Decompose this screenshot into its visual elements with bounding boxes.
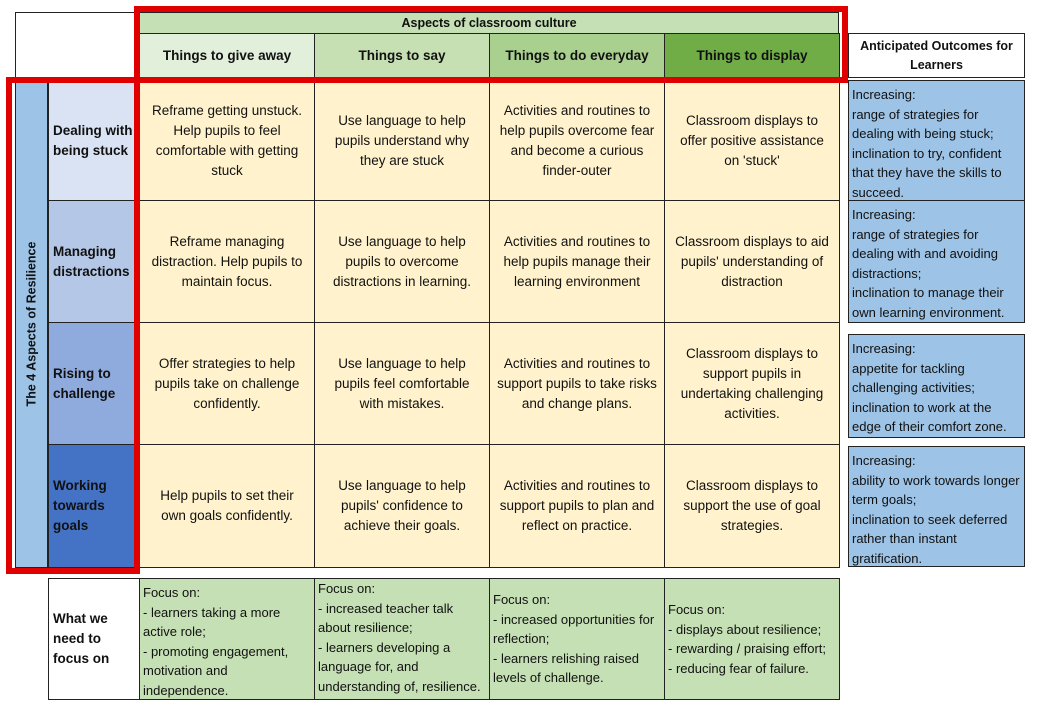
side-label-text: The 4 Aspects of Resilience <box>24 241 39 407</box>
outcome-row1-line3: inclination to try, confident that they have the skills to succeed. <box>852 145 1002 200</box>
row-label-working-towards-goals: Working towards goals <box>48 444 140 568</box>
header-aspects-of-classroom-culture: Aspects of classroom culture <box>139 12 839 34</box>
cell-row2-do: Activities and routines to help pupils manage their learning environment <box>489 200 665 323</box>
outcome-row1-line2: range of strategies for dealing with being stuck; <box>852 106 994 141</box>
focus-col2-line3: - learners developing a language for, and understanding of, resilience. <box>318 639 481 694</box>
focus-col1-line1: Focus on: <box>143 585 201 600</box>
side-label-aspects-of-resilience <box>15 80 48 568</box>
outcome-row3 <box>848 334 1025 438</box>
focus-col2-line2: - increased teacher talk about resilience; <box>318 600 454 635</box>
row-label-managing-distractions: Managing distractions <box>48 200 140 323</box>
header-things-to-say: Things to say <box>314 33 490 78</box>
focus-col3-line1: Focus on: <box>493 592 551 608</box>
outcome-row3-line2: appetite for tackling challenging activities; <box>852 360 975 395</box>
cell-row1-give-away: Reframe getting unstuck. Help pupils to feel comfortable with getting stuck <box>139 80 315 201</box>
outcome-row1-line1: Increasing: <box>852 87 916 102</box>
cell-row1-display: Classroom displays to offer positive assistance on 'stuck' <box>664 80 840 201</box>
focus-col3-line3: - learners relishing raised levels of challenge. <box>493 650 639 686</box>
cell-row3-do: Activities and routines to support pupils to take risks and change plans. <box>489 322 665 445</box>
cell-row2-say: Use language to help pupils to overcome distractions in learning. <box>314 200 490 323</box>
outcome-row4-line1: Increasing: <box>852 453 916 468</box>
row-label-rising-to-challenge: Rising to challenge <box>48 322 140 445</box>
outcome-row2-line3: inclination to manage their own learning environment. <box>852 285 1005 320</box>
focus-col1-line3: - promoting engagement, motivation and independence. <box>143 643 289 698</box>
focus-col1-line2: - learners taking a more active role; <box>143 604 281 639</box>
cell-row4-display: Classroom displays to support the use of goal strategies. <box>664 444 840 568</box>
row-label-what-we-need-to-focus-on: What we need to focus on <box>48 578 140 700</box>
outcome-row4 <box>848 446 1025 567</box>
focus-col2-line1: Focus on: <box>318 581 376 596</box>
focus-say <box>314 578 490 700</box>
cell-row3-give-away: Offer strategies to help pupils take on challenge confidently. <box>139 322 315 445</box>
outcome-row4-line2: ability to work towards longer term goals; <box>852 472 1020 507</box>
cell-row4-do: Activities and routines to support pupils to plan and reflect on practice. <box>489 444 665 568</box>
cell-row4-give-away: Help pupils to set their own goals confidently. <box>139 444 315 568</box>
blank-corner <box>15 12 139 78</box>
cell-row3-display: Classroom displays to support pupils in undertaking challenging activities. <box>664 322 840 445</box>
outcome-row2-line2: range of strategies for dealing with and avoiding distractions; <box>852 226 998 281</box>
focus-give-away <box>139 578 315 700</box>
outcome-row3-line3: inclination to work at the edge of their comfort zone. <box>852 399 1007 434</box>
focus-col4-line2: - displays about resilience; <box>668 621 822 637</box>
focus-col4-line3: - rewarding / praising effort; <box>668 641 826 656</box>
row-label-dealing-with-being-stuck: Dealing with being stuck <box>48 80 140 201</box>
cell-row1-do: Activities and routines to help pupils overcome fear and become a curious finder-outer <box>489 80 665 201</box>
cell-row2-display: Classroom displays to aid pupils' understanding of distraction <box>664 200 840 323</box>
focus-do <box>489 578 665 700</box>
cell-row4-say: Use language to help pupils' confidence to achieve their goals. <box>314 444 490 568</box>
outcome-row3-line1: Increasing: <box>852 341 916 356</box>
header-things-to-give-away: Things to give away <box>139 33 315 78</box>
outcome-row1 <box>848 80 1025 201</box>
header-anticipated-outcomes: Anticipated Outcomes for Learners <box>848 33 1025 78</box>
outcome-row2-line1: Increasing: <box>852 207 916 222</box>
outcome-row4-line3: inclination to seek deferred rather than instant gratification. <box>852 511 1008 566</box>
cell-row2-give-away: Reframe managing distraction. Help pupils to maintain focus. <box>139 200 315 323</box>
header-things-to-display: Things to display <box>664 33 840 78</box>
focus-display <box>664 578 840 700</box>
cell-row3-say: Use language to help pupils feel comfortable with mistakes. <box>314 322 490 445</box>
focus-col3-line2: - increased opportunities for reflection; <box>493 611 655 647</box>
outcome-row2 <box>848 200 1025 323</box>
header-things-to-do-everyday: Things to do everyday <box>489 33 665 78</box>
focus-col4-line4: - reducing fear of failure. <box>668 660 809 676</box>
cell-row1-say: Use language to help pupils understand why they are stuck <box>314 80 490 201</box>
focus-col4-line1: Focus on: <box>668 602 726 617</box>
